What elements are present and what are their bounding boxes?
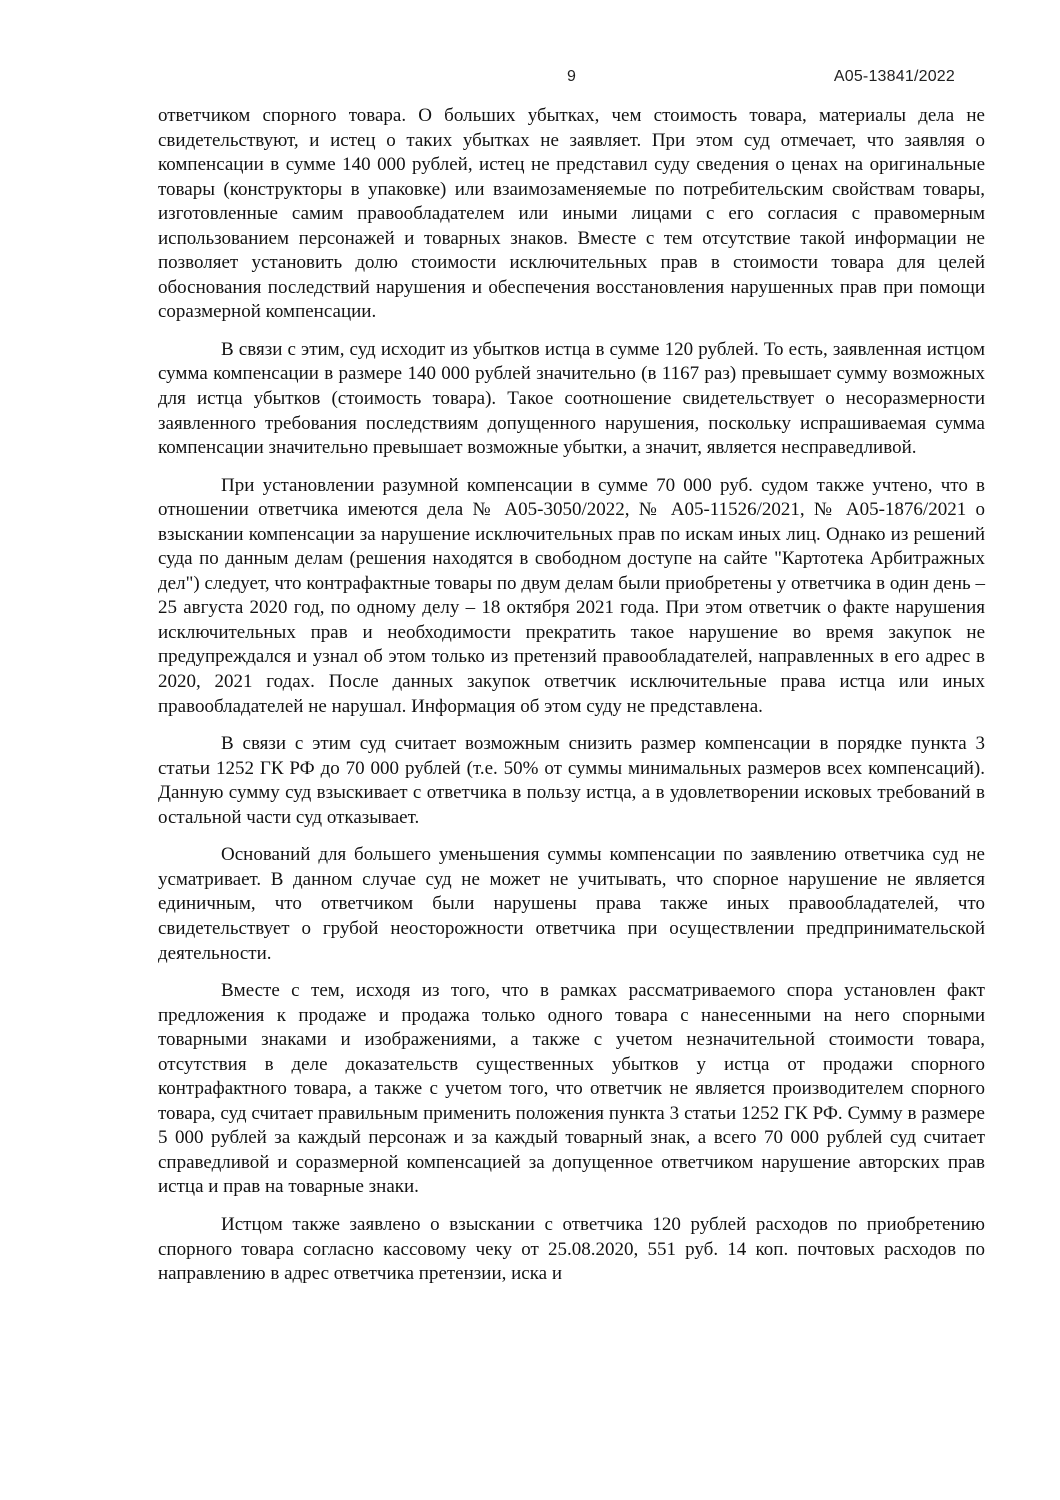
- paragraph: В связи с этим суд считает возможным снизить размер компенсации в порядке пункта 3 статьи 1252 ГК РФ до 70 000 рублей (т.е. 50% от суммы минимальных размеров всех компенсаций). Данную сумму суд взыскивает с ответчика в пользу истца, а в удовлетворении исковых требований в остальной части суд отказывает.: [158, 733, 985, 828]
- paragraph: Истцом также заявлено о взыскании с ответчика 120 рублей расходов по приобретению спорного товара согласно кассовому чеку от 25.08.2020, 551 руб. 14 коп. почтовых расходов по направлению в адрес ответчика претензии, иска и: [158, 1213, 985, 1285]
- document-header: [158, 68, 985, 90]
- paragraph: В связи с этим, суд исходит из убытков истца в сумме 120 рублей. То есть, заявленная истцом сумма компенсации в размере 140 000 рублей значительно (в 1167 раз) превышает сумму возможных для истца убытков (стоимость товара). Такое соотношение свидетельствует о несоразмерности заявленного требования последствиям допущенного нарушения, поскольку испрашиваемая сумма компенсации значительно превышает возможные убытки, а значит, является несправедливой.: [158, 338, 985, 459]
- paragraph: При установлении разумной компенсации в сумме 70 000 руб. судом также учтено, что в отношении ответчика имеются дела № А05-3050/2022, № А05-11526/2021, № А05-1876/2021 о взыскании компенсации за нарушение исключительных прав по искам иных лиц. Однако из решений суда по данным делам (решения находятся в свободном доступе на сайте "Картотека Арбитражных дел") следует, что контрафактные товары по двум делам были приобретены у ответчика в один день – 25 августа 2020 год, по одному делу – 18 октября 2021 года. При этом ответчик о факте нарушения исключительных прав и необходимости прекратить такое нарушение во время закупок не предупреждался и узнал об этом только из претензий правообладателей, направленных в его адрес в 2020, 2021 годах. После данных закупок ответчик исключительные права истца или иных правообладателей не нарушал. Информация об этом суду не представлена.: [158, 474, 985, 717]
- document-text: [158, 104, 985, 1300]
- case-number: А05-13841/2022: [833, 68, 955, 85]
- paragraph: Вместе с тем, исходя из того, что в рамках рассматриваемого спора установлен факт предложения к продаже и продажа только одного товара с нанесенными на него спорными товарными знаками и изображениями, а также с учетом незначительной стоимости товара, отсутствия в деле доказательств существенных убытков у истца от продажи спорного контрафактного товара, а также с учетом того, что ответчик не является производителем спорного товара, суд считает правильным применить положения пункта 3 статьи 1252 ГК РФ. Сумму в размере 5 000 рублей за каждый персонаж и за каждый товарный знак, а всего 70 000 рублей суд считает справедливой и соразмерной компенсацией за допущенное ответчиком нарушение авторских прав истца и прав на товарные знаки.: [158, 980, 985, 1198]
- paragraph-continuation: ответчиком спорного товара. О больших убытках, чем стоимость товара, материалы дела не свидетельствуют, и истец о таких убытках не заявляет. При этом суд отмечает, что заявляя о компенсации в сумме 140 000 рублей, истец не представил суду сведения о ценах на оригинальные товары (конструкторы в упаковке) или взаимозаменяемые по потребительским свойствам товары, изготовленные самим правообладателем или иными лицами с его согласия с правомерным использованием персонажей и товарных знаков. Вместе с тем отсутствие такой информации не позволяет установить долю стоимости исключительных прав в стоимости товара для целей обоснования последствий нарушения и обеспечения восстановления нарушенных прав при помощи соразмерной компенсации.: [158, 105, 985, 323]
- page-number: 9: [567, 68, 576, 85]
- paragraph: Оснований для большего уменьшения суммы компенсации по заявлению ответчика суд не усматривает. В данном случае суд не может не учитывать, что спорное нарушение не является единичным, что ответчиком были нарушены права также иных правообладателей, что свидетельствует о грубой неосторожности ответчика при осуществлении предпринимательской деятельности.: [158, 844, 985, 964]
